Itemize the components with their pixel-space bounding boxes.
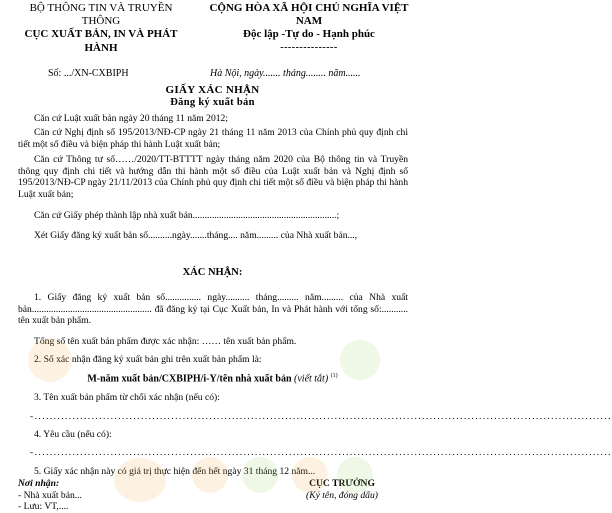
registration-number-format [0,373,425,385]
recipients [18,478,82,513]
item-4: 4. Yêu cầu (nếu có): [34,429,112,440]
signer-note: (Ký tên, đóng dấu) [306,489,378,501]
recipient-archive: - Lưu: VT,.... [18,501,69,512]
agency-header [8,2,194,55]
format-note: (viết tắt) [294,373,329,385]
agency-line-2: THÔNG [81,15,121,28]
basis-decree: Căn cứ Nghị định số 195/2013/NĐ-CP ngày 21 tháng 11 năm 2013 của Chính phủ quy định chi tiết một số điều và biện pháp thi hành Luật xuất bản; [18,127,408,150]
item-1-total: Tổng số tên xuất bản phẩm được xác nhận: …… tên xuất bản phẩm. [34,336,297,347]
document-number: Số: .../XN-CXBIPH [48,68,129,79]
format-text: M-năm xuất bản/CXBIPH/i-Y/tên nhà xuất bản [87,373,292,385]
document-title: GIẤY XÁC NHẬN [165,84,260,96]
basis-license: Căn cứ Giấy phép thành lập nhà xuất bản............................................................; [34,210,340,221]
document-subtitle: Đăng ký xuất bản [170,97,255,108]
nation-name: CỘNG HÒA XÃ HỘI CHỦ NGHĨA VIỆT NAM [209,2,409,28]
recipient-publisher: - Nhà xuất bản... [18,489,82,501]
signature-block [272,478,412,501]
signer-title: CỤC TRƯỞNG [309,478,375,489]
item-5: 5. Giấy xác nhận này có giá trị thực hiện đến hết ngày 31 tháng 12 năm... [34,466,316,477]
recipients-heading: Nơi nhận: [18,478,60,489]
dotted-line-2: -........................................................................................................................................................ [30,447,612,458]
basis-law: Căn cứ Luật xuất bản ngày 20 tháng 11 năm 2012; [34,113,229,124]
nation-header [200,2,418,54]
agency-line-3: CỤC XUẤT BẢN, IN VÀ PHÁT HÀNH [24,28,178,54]
agency-line-1: BỘ THÔNG TIN VÀ TRUYỀN [29,2,173,14]
motto-rule: --------------- [280,41,338,53]
place-date: Hà Nội, ngày....... tháng........ năm...... [210,68,361,79]
item-2: 2. Số xác nhận đăng ký xuất bản ghi trên xuất bản phẩm là: [34,354,262,365]
dotted-line-1: -........................................................................................................................................................ [30,411,612,422]
confirm-heading: XÁC NHẬN: [182,267,243,278]
motto: Độc lập -Tự do - Hạnh phúc [243,28,375,41]
item-3: 3. Tên xuất bản phẩm từ chối xác nhận (nếu có): [34,392,220,403]
footnote-ref: (1) [330,373,338,379]
basis-consider: Xét Giấy đăng ký xuất bản số..........ngày.......tháng.... năm......... của Nhà xuất bản..., [34,230,358,241]
item-1: 1. Giấy đăng ký xuất bản số............... ngày.......... tháng......... năm......... của Nhà xuất bản.................................................. đã đăng ký tại Cục Xuất bản, In và Phát hành với tổng số:........... tên xuất bản phẩm. [18,292,408,326]
basis-circular: Căn cứ Thông tư số……/2020/TT-BTTTT ngày tháng năm 2020 của Bộ thông tin và Truyền thông quy định chi tiết và hướng dẫn thi hành một số điều của Luật xuất bản và Nghị định số 195/2013/NĐ-CP ngày 21/11/2013 của Chính phủ quy định chi tiết một số điều và biện pháp thi hành Luật xuất bản; [18,154,408,200]
